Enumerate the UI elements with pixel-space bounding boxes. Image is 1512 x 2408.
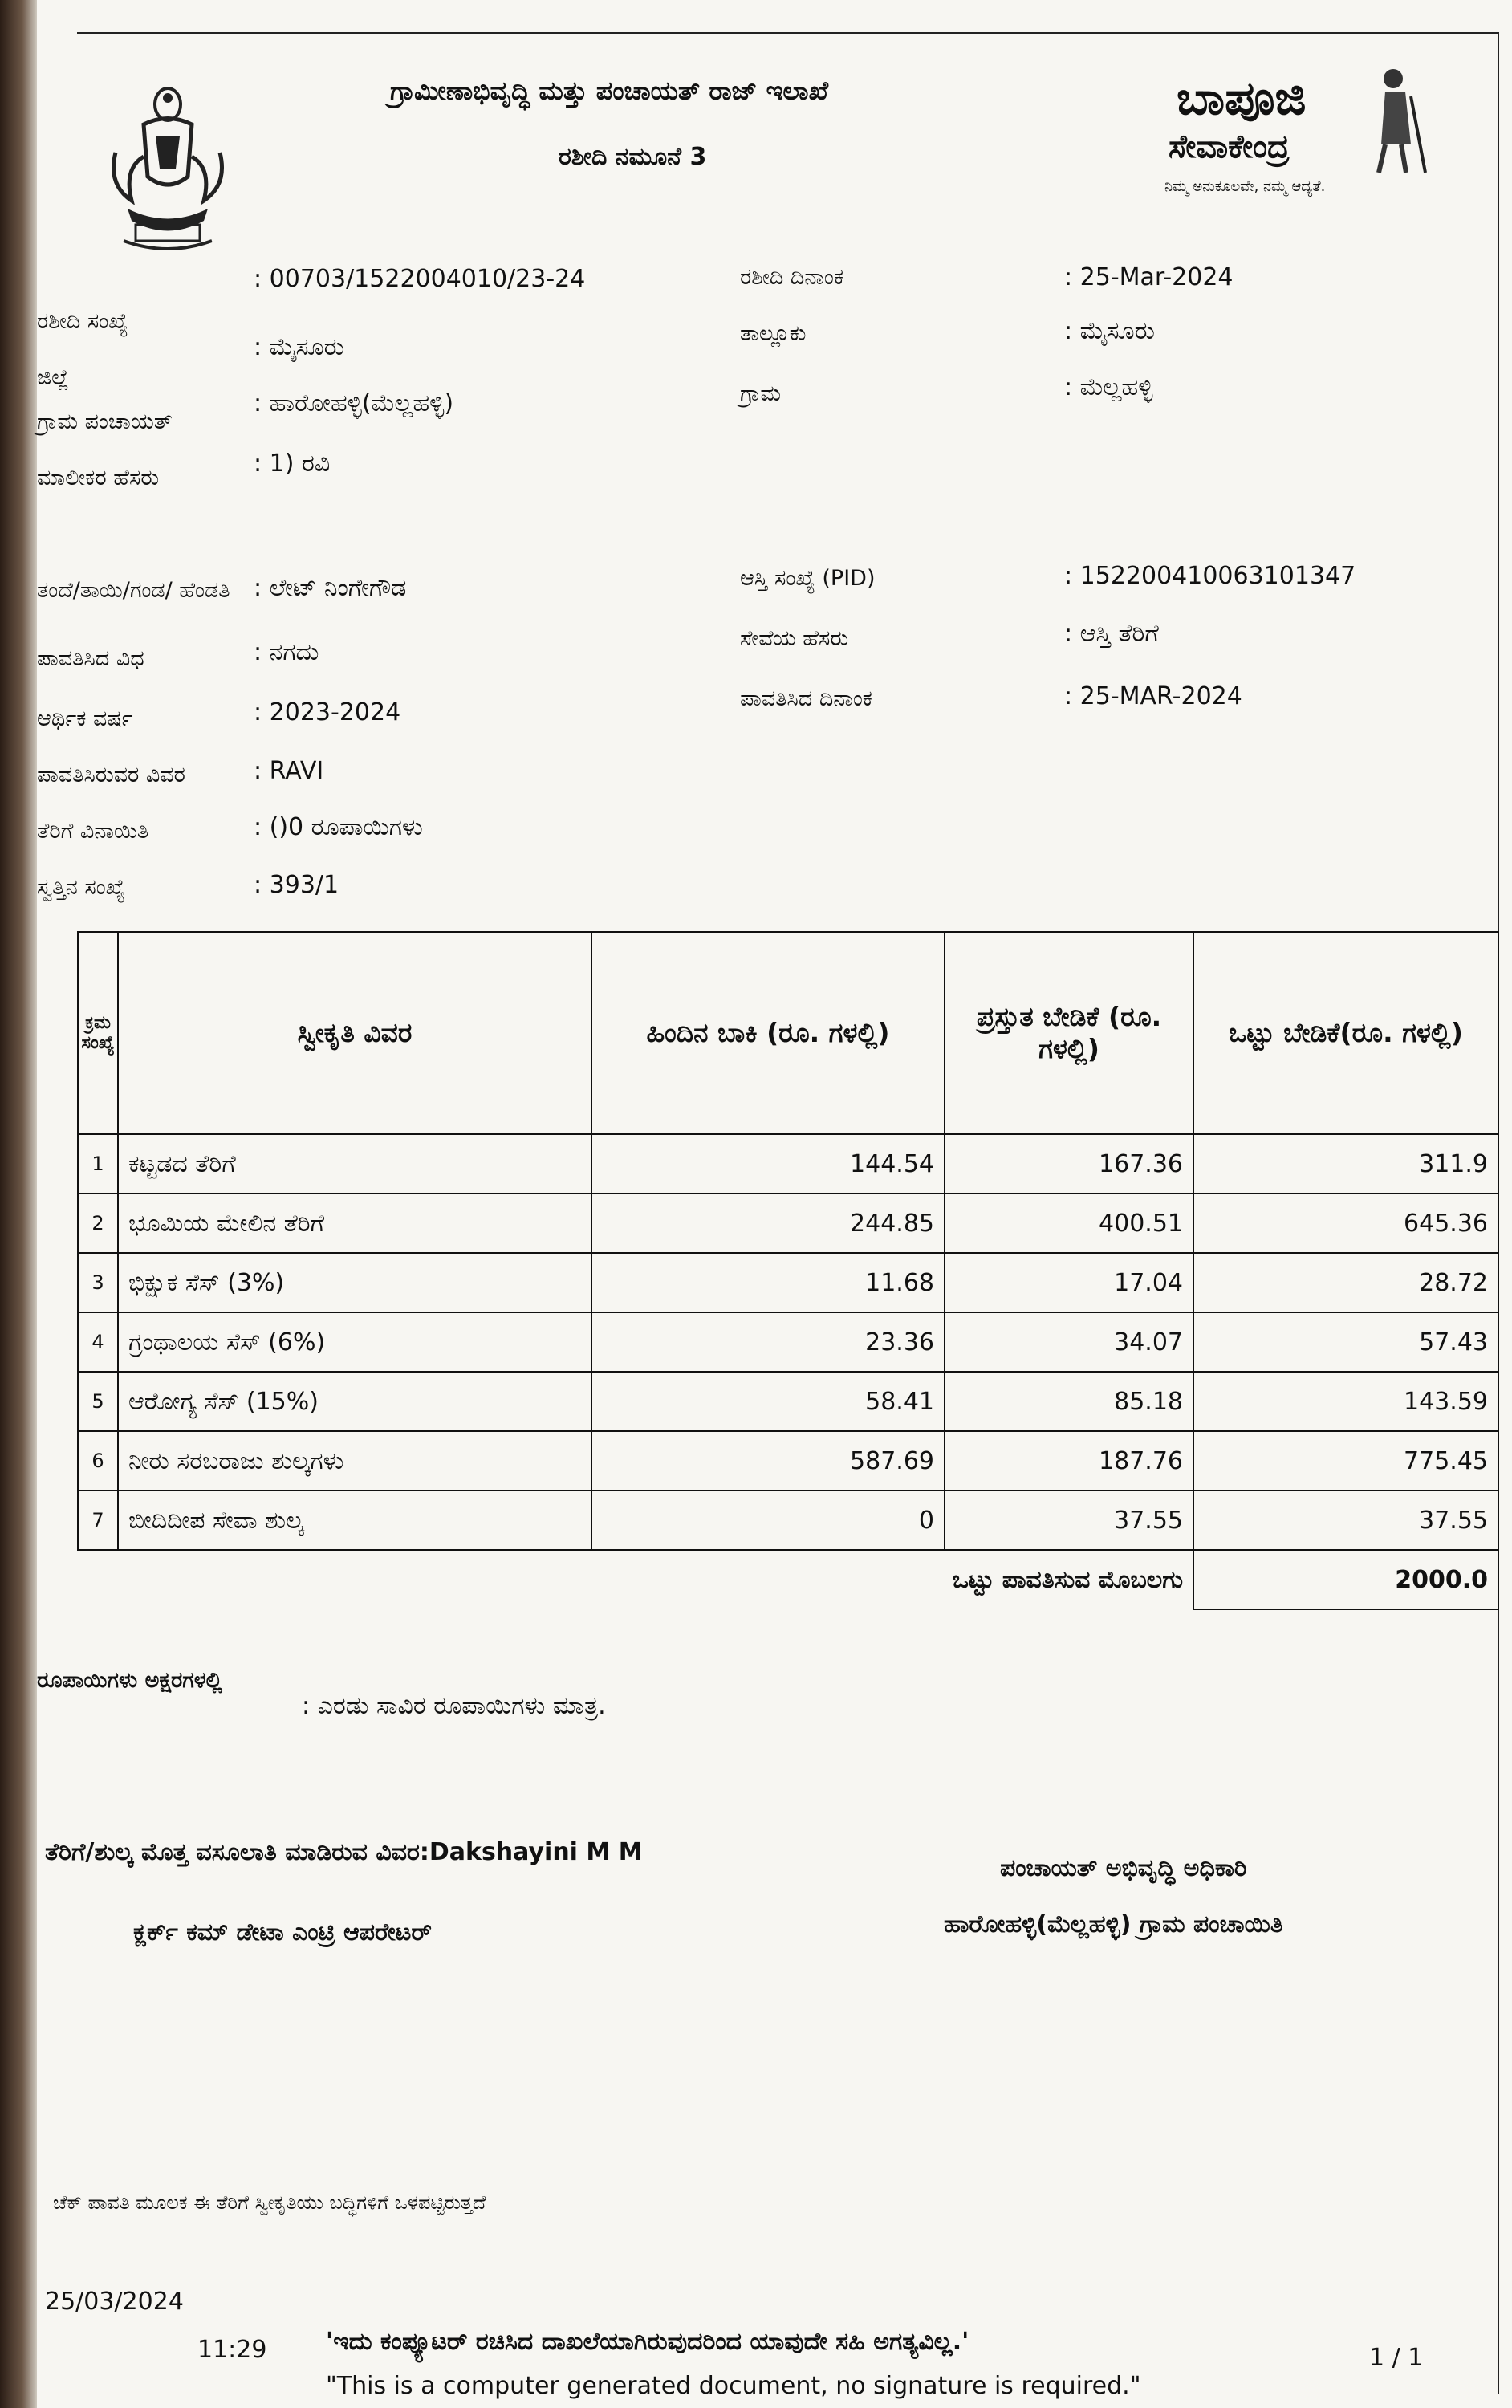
row-description: ಬೀದಿದೀಪ ಸೇವಾ ಶುಲ್ಕ [118,1491,591,1550]
table-row [78,1491,1498,1550]
receipt-date-value: : 25-Mar-2024 [1064,263,1234,291]
row-total-demand: 143.59 [1193,1372,1498,1431]
financial-year-label: ಆರ್ಥಿಕ ವರ್ಷ [37,706,133,731]
row-previous-due: 58.41 [591,1372,945,1431]
cheque-note: ಚೆಕ್ ಪಾವತಿ ಮೂಲಕ ಈ ತೆರಿಗೆ ಸ್ವೀಕೃತಿಯು ಬದ್ಧಿಗಳಿಗೆ ಒಳಪಟ್ಟಿರುತ್ತದೆ [53,2191,486,2214]
payer-label: ಪಾವತಿಸಿರುವರ ವಿವರ [37,763,185,787]
gandhi-figure-icon [1361,64,1433,177]
row-current-demand: 34.07 [945,1312,1193,1372]
total-value: 2000.0 [1193,1550,1498,1609]
department-title: ಗ್ರಾಮೀಣಾಭಿವೃದ್ಧಿ ಮತ್ತು ಪಂಚಾಯತ್ ರಾಜ್ ಇಲಾಖೆ [390,75,829,106]
payment-mode-value: : ನಗದು [254,638,319,666]
property-no-label: ಸ್ವತ್ತಿನ ಸಂಖ್ಯೆ [37,875,126,900]
row-previous-due: 144.54 [591,1134,945,1194]
row-previous-due: 11.68 [591,1253,945,1312]
row-description: ಕಟ್ಟಡದ ತೆರಿಗೆ [118,1134,591,1194]
row-current-demand: 17.04 [945,1253,1193,1312]
row-current-demand: 167.36 [945,1134,1193,1194]
paid-date-value: : 25-MAR-2024 [1064,682,1242,710]
row-current-demand: 37.55 [945,1491,1193,1550]
owner-name-label: ಮಾಲೀಕರ ಹೆಸರು [37,466,160,490]
row-current-demand: 187.76 [945,1431,1193,1491]
tax-exemption-label: ತೆರಿಗೆ ವಿನಾಯಿತಿ [37,819,149,844]
row-sl: 6 [78,1431,118,1491]
relation-label: ತಂದೆ/ತಾಯಿ/ಗಂಡ/ ಹೆಂಡತಿ [37,578,230,603]
receipt-no-label: ರಶೀದಿ ಸಂಖ್ಯೆ [37,309,128,334]
row-sl: 2 [78,1194,118,1253]
taluk-value: : ಮೈಸೂರು [1064,317,1155,345]
bapuji-logo-name: ಬಾಪೂಜಿ [1177,71,1307,125]
row-total-demand: 775.45 [1193,1431,1498,1491]
row-total-demand: 645.36 [1193,1194,1498,1253]
col-header-total-demand: ಒಟ್ಟು ಬೇಡಿಕೆ(ರೂ. ಗಳಲ್ಲಿ) [1193,932,1498,1134]
row-total-demand: 28.72 [1193,1253,1498,1312]
print-date: 25/03/2024 [45,2288,184,2316]
row-sl: 1 [78,1134,118,1194]
service-name-label: ಸೇವೆಯ ಹೆಸರು [740,626,849,651]
row-sl: 4 [78,1312,118,1372]
district-value: : ಮೈಸೂರು [254,333,344,361]
receipt-no-value: : 00703/1522004010/23-24 [254,265,586,293]
collector-line: ತೆರಿಗೆ/ಶುಲ್ಕ ಮೊತ್ತ ವಸೂಲಾತಿ ಮಾಡಿರುವ ವಿವರ:Dakshayini M M [45,1838,643,1866]
row-description: ಆರೋಗ್ಯ ಸೆಸ್ (15%) [118,1372,591,1431]
table-total-row [78,1550,1498,1609]
receipt-page [37,0,1512,2408]
paid-date-label: ಪಾವತಿಸಿದ ದಿನಾಂಕ [740,686,872,711]
amount-words-value: : ಎರಡು ಸಾವಿರ ರೂಪಾಯಿಗಳು ಮಾತ್ರ. [302,1692,606,1720]
total-label: ಒಟ್ಟು ಪಾವತಿಸುವ ಮೊಬಲಗು [78,1550,1193,1609]
row-total-demand: 57.43 [1193,1312,1498,1372]
karnataka-emblem-icon [100,80,236,257]
village-label: ಗ್ರಾಮ [740,381,782,406]
officer-title: ಪಂಚಾಯತ್ ಅಭಿವೃದ್ಧಿ ಅಧಿಕಾರಿ [1000,1854,1247,1882]
tax-exemption-value: : ()0 ರೂಪಾಯಿಗಳು [254,813,423,841]
table-row [78,1372,1498,1431]
pid-value: : 152200410063101347 [1064,562,1356,590]
table-row [78,1194,1498,1253]
payer-value: : RAVI [254,757,324,785]
receipt-date-label: ರಶೀದಿ ದಿನಾಂಕ [740,265,843,290]
bapuji-logo-tagline: ನಿಮ್ಮ ಅನುಕೂಲವೇ, ನಮ್ಮ ಆದ್ಯತೆ. [1164,178,1326,195]
owner-name-value: : 1) ರವಿ [254,449,331,478]
relation-value: : ಲೇಟ್ ನಿಂಗೇಗೌಡ [254,574,407,602]
table-header-row [78,932,1498,1134]
officer-office: ಹಾರೋಹಳ್ಳಿ(ಮೆಲ್ಲಹಳ್ಳಿ) ಗ್ರಾಮ ಪಂಚಾಯಿತಿ [944,1910,1283,1938]
col-header-description: ಸ್ವೀಕೃತಿ ವಿವರ [118,932,591,1134]
page-number: 1 / 1 [1369,2344,1424,2372]
table-row [78,1134,1498,1194]
col-header-previous-due: ಹಿಂದಿನ ಬಾಕಿ (ರೂ. ಗಳಲ್ಲಿ) [591,932,945,1134]
row-total-demand: 37.55 [1193,1491,1498,1550]
property-no-value: : 393/1 [254,871,339,899]
collector-role: ಕ್ಲರ್ಕ್ ಕಮ್ ಡೇಟಾ ಎಂಟ್ರಿ ಆಪರೇಟರ್ [133,1918,432,1946]
bapuji-logo-sub: ಸೇವಾಕೇಂದ್ರ [1169,128,1290,165]
row-sl: 3 [78,1253,118,1312]
district-label: ಜಿಲ್ಲೆ [37,365,69,390]
form-title: ರಶೀದಿ ನಮೂನೆ 3 [559,143,707,171]
row-sl: 7 [78,1491,118,1550]
row-previous-due: 0 [591,1491,945,1550]
row-description: ಭೂಮಿಯ ಮೇಲಿನ ತೆರಿಗೆ [118,1194,591,1253]
row-description: ನೀರು ಸರಬರಾಜು ಶುಲ್ಕಗಳು [118,1431,591,1491]
table-row [78,1431,1498,1491]
gram-panchayat-value: : ಹಾರೋಹಳ್ಳಿ(ಮೆಲ್ಲಹಳ್ಳಿ) [254,389,454,417]
table-row [78,1312,1498,1372]
table-row [78,1253,1498,1312]
disclaimer-kannada: 'ಇದು ಕಂಪ್ಯೂಟರ್ ರಚಿಸಿದ ದಾಖಲೆಯಾಗಿರುವುದರಿಂದ ಯಾವುದೇ ಸಹಿ ಅಗತ್ಯವಿಲ್ಲ.' [326,2328,969,2356]
taluk-label: ತಾಲ್ಲೂಕು [740,321,807,346]
financial-year-value: : 2023-2024 [254,698,401,726]
row-previous-due: 23.36 [591,1312,945,1372]
row-previous-due: 587.69 [591,1431,945,1491]
payment-mode-label: ಪಾವತಿಸಿದ ವಿಧ [37,646,144,671]
row-description: ಗ್ರಂಥಾಲಯ ಸೆಸ್ (6%) [118,1312,591,1372]
gram-panchayat-label: ಗ್ರಾಮ ಪಂಚಾಯತ್ [37,409,173,434]
row-current-demand: 400.51 [945,1194,1193,1253]
fee-table [77,931,1499,1610]
row-previous-due: 244.85 [591,1194,945,1253]
pid-label: ಆಸ್ತಿ ಸಂಖ್ಯೆ (PID) [740,566,876,591]
col-header-sl: ಕ್ರಮ ಸಂಖ್ಯೆ [78,932,118,1134]
row-description: ಭಿಕ್ಷುಕ ಸೆಸ್ (3%) [118,1253,591,1312]
row-sl: 5 [78,1372,118,1431]
row-total-demand: 311.9 [1193,1134,1498,1194]
col-header-current-demand: ಪ್ರಸ್ತುತ ಬೇಡಿಕೆ (ರೂ. ಗಳಲ್ಲಿ) [945,932,1193,1134]
amount-words-label: ರೂಪಾಯಿಗಳು ಅಕ್ಷರಗಳಲ್ಲಿ [37,1668,222,1693]
row-current-demand: 85.18 [945,1372,1193,1431]
village-value: : ಮೆಲ್ಲಹಳ್ಳಿ [1064,373,1153,401]
book-binding-shadow [0,0,37,2408]
print-time: 11:29 [197,2336,267,2364]
disclaimer-english: "This is a computer generated document, no signature is required." [326,2372,1141,2400]
service-name-value: : ಆಸ್ತಿ ತೆರಿಗೆ [1064,620,1159,648]
